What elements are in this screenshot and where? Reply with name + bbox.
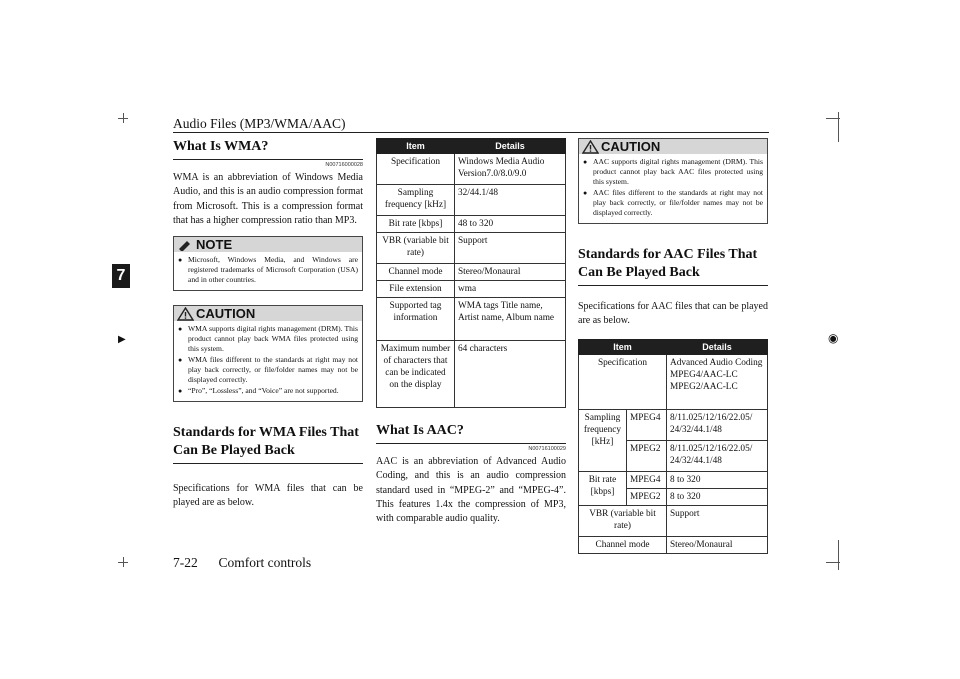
table-header-row [377,139,566,154]
aac-standards-paragraph: Specifications for AAC files that can be played are as below. [578,301,768,327]
footer-section: Comfort controls [218,555,312,570]
bullet-icon: ● [178,325,183,334]
registration-arrow-icon: ▶ [118,334,126,345]
bullet-icon: ● [583,158,588,166]
crop-mark [838,540,839,570]
wma-caution-box [173,305,363,402]
table-row: Specification Windows Media Audio Version7.0/8.0/9.0 [377,154,566,185]
caution-item: ● “Pro”, “Lossless”, and “Voice” are not supported. [178,386,339,396]
table-row: MPEG2 8/11.025/12/16/22.05/ 24/32/44.1/48 [579,440,768,471]
table-row: Supported tag information WMA tags Title name, Artist name, Album name [377,298,566,341]
caution-item: ● WMA supports digital rights management (DRM). This product cannot play back WMA files protected using this system. [178,324,358,354]
wma-spec-table [376,138,566,408]
page-header-title: Audio Files (MP3/WMA/AAC) [173,116,346,131]
caution-item: ● WMA files different to the standards at right may not play back correctly, or file/folder names may not be displayed correctly. [178,355,358,385]
aac-spec-table [578,339,768,554]
crop-mark [123,557,124,567]
caution-label: CAUTION [601,139,661,154]
wma-section-title: What Is WMA? [173,138,363,160]
caution-triangle-icon [177,307,194,321]
header-rule [173,132,769,133]
caution-body [579,154,767,223]
table-row: Specification Advanced Audio Coding MPEG4/AAC-LC MPEG2/AAC-LC [579,354,768,409]
caution-item: ● AAC supports digital rights management (DRM). This product cannot play back AAC files protected using this system. [583,157,763,186]
caution-triangle-icon [582,140,599,154]
aac-paragraph: AAC is an abbreviation of Advanced Audio Coding, and this is an audio compression standard used in “MPEG-2” and “MPEG-4”. This features 1.4x the compression of MP3, with comparable audio quality. [376,456,566,525]
note-label: NOTE [196,237,233,253]
note-body [174,252,362,290]
bullet-icon: ● [178,256,183,265]
table-header-details: Details [667,339,768,354]
caution-item: ● AAC files different to the standards at right may not play back correctly, or file/folder names may not be displayed correctly. [583,188,763,217]
table-row: File extension wma [377,281,566,298]
table-row: Channel mode Stereo/Monaural [377,264,566,281]
chapter-tab: 7 [112,264,130,288]
table-row: Sampling frequency [kHz] MPEG4 8/11.025/12/16/22.05/ 24/32/44.1/48 [579,409,768,440]
column-3 [578,138,768,554]
wma-standards-paragraph: Specifications for WMA files that can be played are as below. [173,483,363,509]
note-box [173,236,363,291]
table-row: VBR (variable bit rate) Support [377,233,566,264]
note-header [174,237,362,252]
note-item: ● Microsoft, Windows Media, and Windows are registered trademarks of Microsoft Corporation (USA) and in other countries. [178,255,358,285]
note-pencil-icon [177,239,193,251]
aac-standards-title: Standards for AAC Files That Can Be Played Back [578,246,768,286]
caution-body [174,321,362,401]
table-header-details: Details [455,139,566,154]
caution-header [579,139,767,154]
registration-target-icon: ◉ [828,331,839,345]
table-row: Bit rate [kbps] MPEG4 8 to 320 [579,471,768,488]
bullet-icon: ● [178,387,183,396]
table-row: Channel mode Stereo/Monaural [579,536,768,553]
column-2 [376,138,566,526]
table-row: MPEG2 8 to 320 [579,488,768,505]
page-footer [173,555,311,571]
crop-mark [838,112,839,142]
bullet-icon: ● [583,189,588,197]
table-row: Bit rate [kbps] 48 to 320 [377,216,566,233]
wma-standards-title: Standards for WMA Files That Can Be Played Back [173,424,363,464]
caution-label: CAUTION [196,306,256,322]
wma-section-code: N00716000028 [325,162,363,168]
table-header-item: Item [377,139,455,154]
wma-paragraph: WMA is an abbreviation of Windows Media Audio, and this is an audio compression format from Microsoft. This is a compression format that has a higher compression ratio than MP3. [173,172,363,226]
crop-mark [123,113,124,123]
table-header-row [579,339,768,354]
page-number: 7-22 [173,555,198,570]
caution-header [174,306,362,321]
bullet-icon: ● [178,356,183,365]
aac-caution-box [578,138,768,224]
column-1 [173,138,363,511]
table-header-item: Item [579,339,667,354]
table-row: Maximum number of characters that can be indicated on the display 64 characters [377,341,566,408]
aac-section-title: What Is AAC? [376,422,566,444]
table-row: VBR (variable bit rate) Support [579,505,768,536]
aac-section-code: N00716100029 [528,446,566,452]
table-row: Sampling frequency [kHz] 32/44.1/48 [377,185,566,216]
